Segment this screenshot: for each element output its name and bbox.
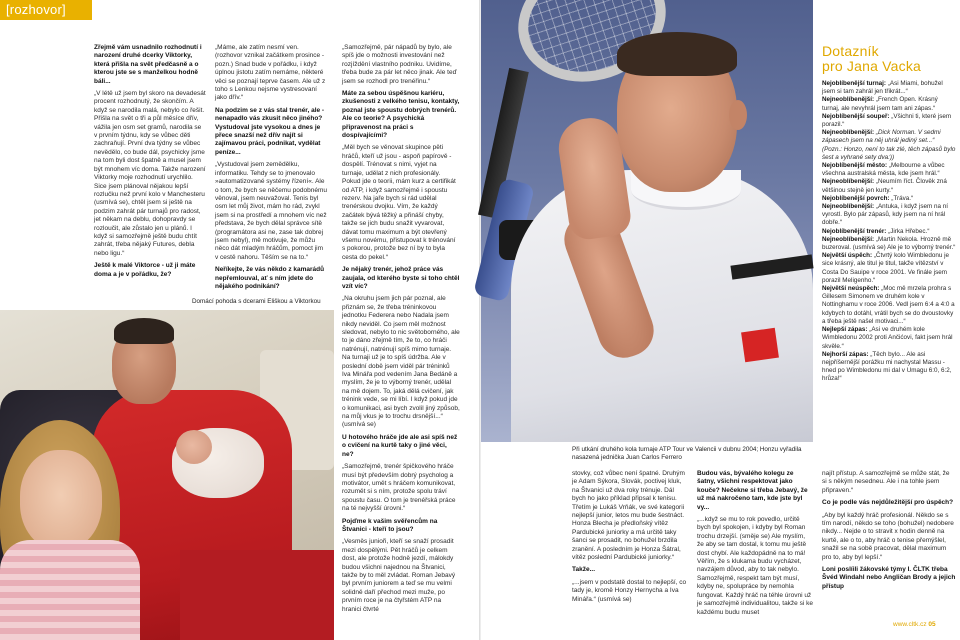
questionnaire-entry: Nejneoblíbenější: „Martin Nekola. Hrozně mě buzeroval. (usmívá se) Ale je to výborný trenér.“ <box>822 235 956 252</box>
questionnaire-entry: Největší neúspěch: „Moc mě mrzela prohra s Gillesem Simonem ve druhém kole v Nottinghamu v roce 2006. Vedl jsem 6:4 a 4:0 a kdybych to dotáhl, vrátil bych se do dvoustovky a třeba ještě našel motivaci...“ <box>822 285 955 325</box>
article-paragraph: „Aby byl každý hráč profesionál. Někdo se s tím narodí, někdo se toho (bohužel) nedobere nikdy... Nejde o to stravit x hodin denně na kurtě, ale o to, aby hráč o tenise přemýšlel, snažil se na sobě pracovat, dělal maximum pro to, aby byl lepší.“ <box>822 511 954 561</box>
article-column-1 <box>94 44 206 294</box>
article-paragraph: stovky, což vůbec není špatné. Druhým je Adam Sýkora, Slovák, poctivej kluk, na Štvanici už dva roky trénuje. Dál bych ho jako příklad připsal k tenisu. Třetím je Lukáš Vrňák, ve své kategorii nejlepší junior, letos mu bude šestnáct. Honza Blecha je předloňský vítěz Pardubické juniorky a má určitě taky šanci se prosadit, no bohužel brzdila zranění. A posledním je Honza Šátral, vítěz poslední Pardubické juniorky.“ <box>572 470 685 562</box>
family-photo <box>0 310 334 640</box>
article-column-3 <box>342 44 460 613</box>
article-paragraph: „Samozřejmě, pár nápadů by bylo, ale spíš jde o možnosti investování než rozjíždění vlastního podniku. Uvidíme, třeba bude za pár let něco jinak. Ale teď jsem se rozhodl pro trenéřinu.“ <box>342 44 457 85</box>
article-paragraph: Loni poslíili žákovské týmy I. ČLTK třeba Švéd Windahl nebo Angličan Brody a jejich přístup <box>822 566 956 590</box>
article-column-2 <box>215 44 327 289</box>
article-paragraph: Je nějaký trenér, jehož práce vás zaujala, od kterého byste si toho chtěl vzít víc? <box>342 266 460 290</box>
article-column-5 <box>697 470 813 616</box>
questionnaire-title: Dotazník pro Jana Vacka <box>822 43 922 74</box>
article-paragraph: Budou vás, bývalého kolegu ze šatny, všichni respektovat jako kouče? Nečekne si třeba Jebavý, že už má nakročeno tam, kde jste byl vy... <box>697 470 808 511</box>
article-paragraph: „V létě už jsem byl skoro na devadesát procent rozhodnutý, že skončím. A když se narodila malá, nebylo co řešit. Přišla na svět o tři a půl měsíce dřív, vážila jen osm set gramů, narodila se v prvním týdnu, kdy se vůbec děti zachraňují. První dva týdny se vůbec nevědělo, co bude dál, psychicky jsme na tom byli dost špatně a musel jsem být mnohem víc doma. Takže narození Viktorky moje rozhodnutí urychlilo. Sice jsem plánoval nějakou lepší rozlučku než první kolo v Manchesteru (usmívá se), chtěl jsem si ještě na podzim zahrát pár turnajů pro radost, jet někam na deblu, dohopravdy se rozloučit, ale zůstalo jen u plánů. I když si samozřejmě ještě budu chtít zahrát, třeba nějaký Futures, debla nebo ligu.“ <box>94 90 206 257</box>
photo-caption-tennis: Při utkání druhého kola turnaje ATP Tour ve Valencii v dubnu 2004; Honzu vyřadila nasazená jednička Juan Carlos Ferrero <box>572 446 802 461</box>
questionnaire-entry: Nejoblíbenější trenér: „Jirka Hřebec.“ <box>822 227 930 235</box>
questionnaire-list <box>822 80 956 384</box>
article-paragraph: „Máme, ale zatím nesmí ven. (rozhovor vznikal začátkem prosince - pozn.) Snad bude v pořádku, i když úplnou jistotu zatím nemáme, některé věci se poznají teprve časem. Ale už z toho s Lenkou nejsme vystresovaní jako dřív.“ <box>215 44 326 102</box>
questionnaire-entry: Nejoblíbenější město: „Melbourne a vůbec všechna australská města, kde jsem hrál.“ <box>822 162 945 178</box>
article-paragraph: Ještě k malé Viktorce - už ji máte doma a je v pořádku, že? <box>94 262 196 278</box>
article-paragraph: Co je podle vás nejdůležitější pro úspěch? <box>822 499 954 507</box>
photo-caption-home: Domácí pohoda s dcerami Eliškou a Viktorkou <box>192 298 321 305</box>
article-paragraph: Na podzim se z vás stal trenér, ale - nenapadlo vás zkusit něco jiného? Vystudoval jste vysokou a dnes je přece snazší než dřív najít si zajímavou práci, podnikat, vydělat peníze... <box>215 106 325 156</box>
article-column-6 <box>822 470 956 610</box>
article-paragraph: „Na okruhu jsem jich pár poznal, ale přiznám se, že třeba tréninkovou jednotku Federera nebo Nadala jsem nikdy neviděl. Co jsem měl možnost sledovat, nebylo to nic světoborného, ale to je dáno zřejmě tím, že to, co hráči natrénují, natrénují spíš mimo turnaje. Na turnaji už je to spíš údržba. Ale v poslední době jsem viděl pár tréninků Iva Minářa pod vedením Jana Bedáně a myslím, že je to výborný trenér, udělal na mě dojem. To, jaká dělá cvičení, jak trénink vede, se mi líbí. I když pokud jde o komunikaci, asi bych zvolil jiný způsob, na můj vkus je to trochu drsnější...“ (usmívá se) <box>342 295 460 429</box>
tennis-photo <box>481 0 813 442</box>
article-paragraph: „Vystudoval jsem zemědělku, informatiku. Tehdy se to jmenovalo »automatizované systémy řízení«. Ale o tom, že bych se něčemu podobnému věnoval, jsem neuvažoval. Tenis byl osm let můj život, mám ho rád, zvykl jsem si na prostředí a mnohem víc než představa, že bych dělal správce sítě (programátora asi ne, zase tak dobrej jsem nebyl), mě motivuje, že můžu něco dát mladým hráčům, pomoct jim v cestě nahoru. Těším se na to.“ <box>215 161 328 261</box>
questionnaire-entry: Nejoblíbenější turnaj: „Asi Miami, bohužel jsem si tam zahrál jen třikrát...“ <box>822 80 943 96</box>
article-paragraph: Máte za sebou úspěšnou kariéru, zkušenosti z velkého tenisu, kontakty, poznal jste spoustu dobrých trenérů. Ale co teorie? A psychická připravenost na práci s dospívajícími? <box>342 90 460 140</box>
page-number: 05 <box>928 621 936 628</box>
questionnaire-entry: Nejoblíbenější povrch: „Tráva.“ <box>822 194 914 202</box>
article-paragraph: Takže... <box>572 566 596 574</box>
article-paragraph: Pojďme k vašim svěřencům na Štvanici - kteří to jsou? <box>342 517 438 533</box>
questionnaire-entry: Nejneoblíbenější: „Dick Norman. V sedmi zápasech jsem na něj uhrál jediný set...“ (Pozn.: Honzo, není to tak zlé, těch zápasů bylo šest a vyhrané sety dva:)) <box>822 129 956 161</box>
questionnaire-entry: Nejneoblíbenější: „French Open. Krásný turnaj, ale nevyhrál jsem tam ani zápas.“ <box>822 96 938 112</box>
questionnaire-entry: Nejoblíbenější soupeř: „Všichni ti, které jsem porazil.“ <box>822 112 952 129</box>
section-tag: [rozhovor] <box>0 0 92 20</box>
article-column-4 <box>572 470 688 610</box>
page-footer <box>893 621 936 628</box>
site-url: www.cltk.cz <box>893 621 927 628</box>
article-paragraph: „Samozřejmě, trenér špičkového hráče musí být především dobrý psycholog a motivátor, umět s hráčem komunikovat, rozumět si s ním, protože spolu tráví spoustu času. O tom je trenéřská práce na té nejvyšší úrovni.“ <box>342 463 456 513</box>
article-paragraph: „...jsem v podstatě dostal to nejlepší, co tady je, kromě Honzy Hernycha a Iva Minářa.“ (usmívá se) <box>572 578 687 603</box>
article-paragraph: najít přístup. A samozřejmě se může stát, že si s někým nesedneu. Ale i na tohle jsem připraven.“ <box>822 470 950 494</box>
article-paragraph: U hotového hráče jde ale asi spíš než o cvičení na kurtě taky o jiné věci, ne? <box>342 433 458 458</box>
questionnaire-entry: Nejlepší zápas: „Asi ve druhém kole Wimbledonu 2002 proti Ančićovi, fakt jsem hrál skvěle.“ <box>822 326 953 350</box>
questionnaire-entry: Největší úspěch: „Čtvrtý kolo Wimbledonu je sice krásný, ale titul je titul, takže vítězství v Costa Do Sauipe v roce 2001. Ve finále jsem porazil Meligenho.“ <box>822 252 950 284</box>
questionnaire-entry: Nejneoblíbenější: „Neumím říct. Člověk zná většinou stejně jen kurty.“ <box>822 178 947 194</box>
questionnaire-entry: Nejneoblíbenější: „Antuka, i když jsem na ní vyrostl. Bylo pár zápasů, kdy jsem na ní hrál dobře.“ <box>822 203 948 227</box>
article-paragraph: „...když se mu to rok povedlo, určitě bych byl spokojen, i kdyby byl Roman trochu drzejší. (směje se) Ale myslím, že aby se tam dostal, k tomu mu ještě dost chybí. Ale každopádně na to má! Věřím, že s klukama budu vycházet, navzájem důvod, aby to tak nebylo. Samozřejmě, respekt tam být musí, kdyby ne, spolupráce by nemohla fungovat. Každý hráč na téhle úrovni už je samozřejmě individualitou, takže si ke každému budu muset <box>697 516 813 616</box>
article-paragraph: Neříkejte, že vás někdo z kamarádů nepřemlouval, ať s ním jdete do nějakého podnikání? <box>215 266 325 290</box>
article-paragraph: Zřejmě vám usnadnilo rozhodnutí i narození druhé dcerky Viktorky, která přišla na svět předčasně a o kterou jste se s manželkou hodně báli... <box>94 44 202 85</box>
questionnaire-entry: Nejhorší zápas: „Těch bylo... Ale asi nejpříšernější porážku mi nachystal Massu - hned po Wimbledonu mi dal v Umagu 6:0, 6:2, hrůza!“ <box>822 350 952 383</box>
article-paragraph: „Vesměs junioři, kteří se snaží prosadit mezi dospělými. Pět hráčů je celkem dost, ale protože hodně jezdí, málokdy budou všichni najednou na Štvanici, takže by to měl zvládat. Roman Jebavý byl prvním juniorem a teď se mu velmi solidně daří přechod mezi muže, po prvním roce je na čtyřstém ATP na hranici čtvrté <box>342 538 456 613</box>
article-paragraph: „Měl bych se věnovat skupince pěti hráčů, kteří už jsou - aspoň papírově - dospělí. Trénovat s nimi, vyjet na turnaje, udělat z nich profesionály. Pokud jde o teorii, mám kurz a certifikát od ATP, i když samozřejmě i spoustu rezerv. Na jaře bych si rád udělal trenérskou dvojku. Vím, že každý začátek bývá těžký a přináší chyby, takže se jich budu snažit vyvarovat, dávat tomu maximum a být otevřený všemu novému, přistupovat k trénování s pokorou, protože bez ní by to byla cesta do pekel.“ <box>342 144 456 261</box>
